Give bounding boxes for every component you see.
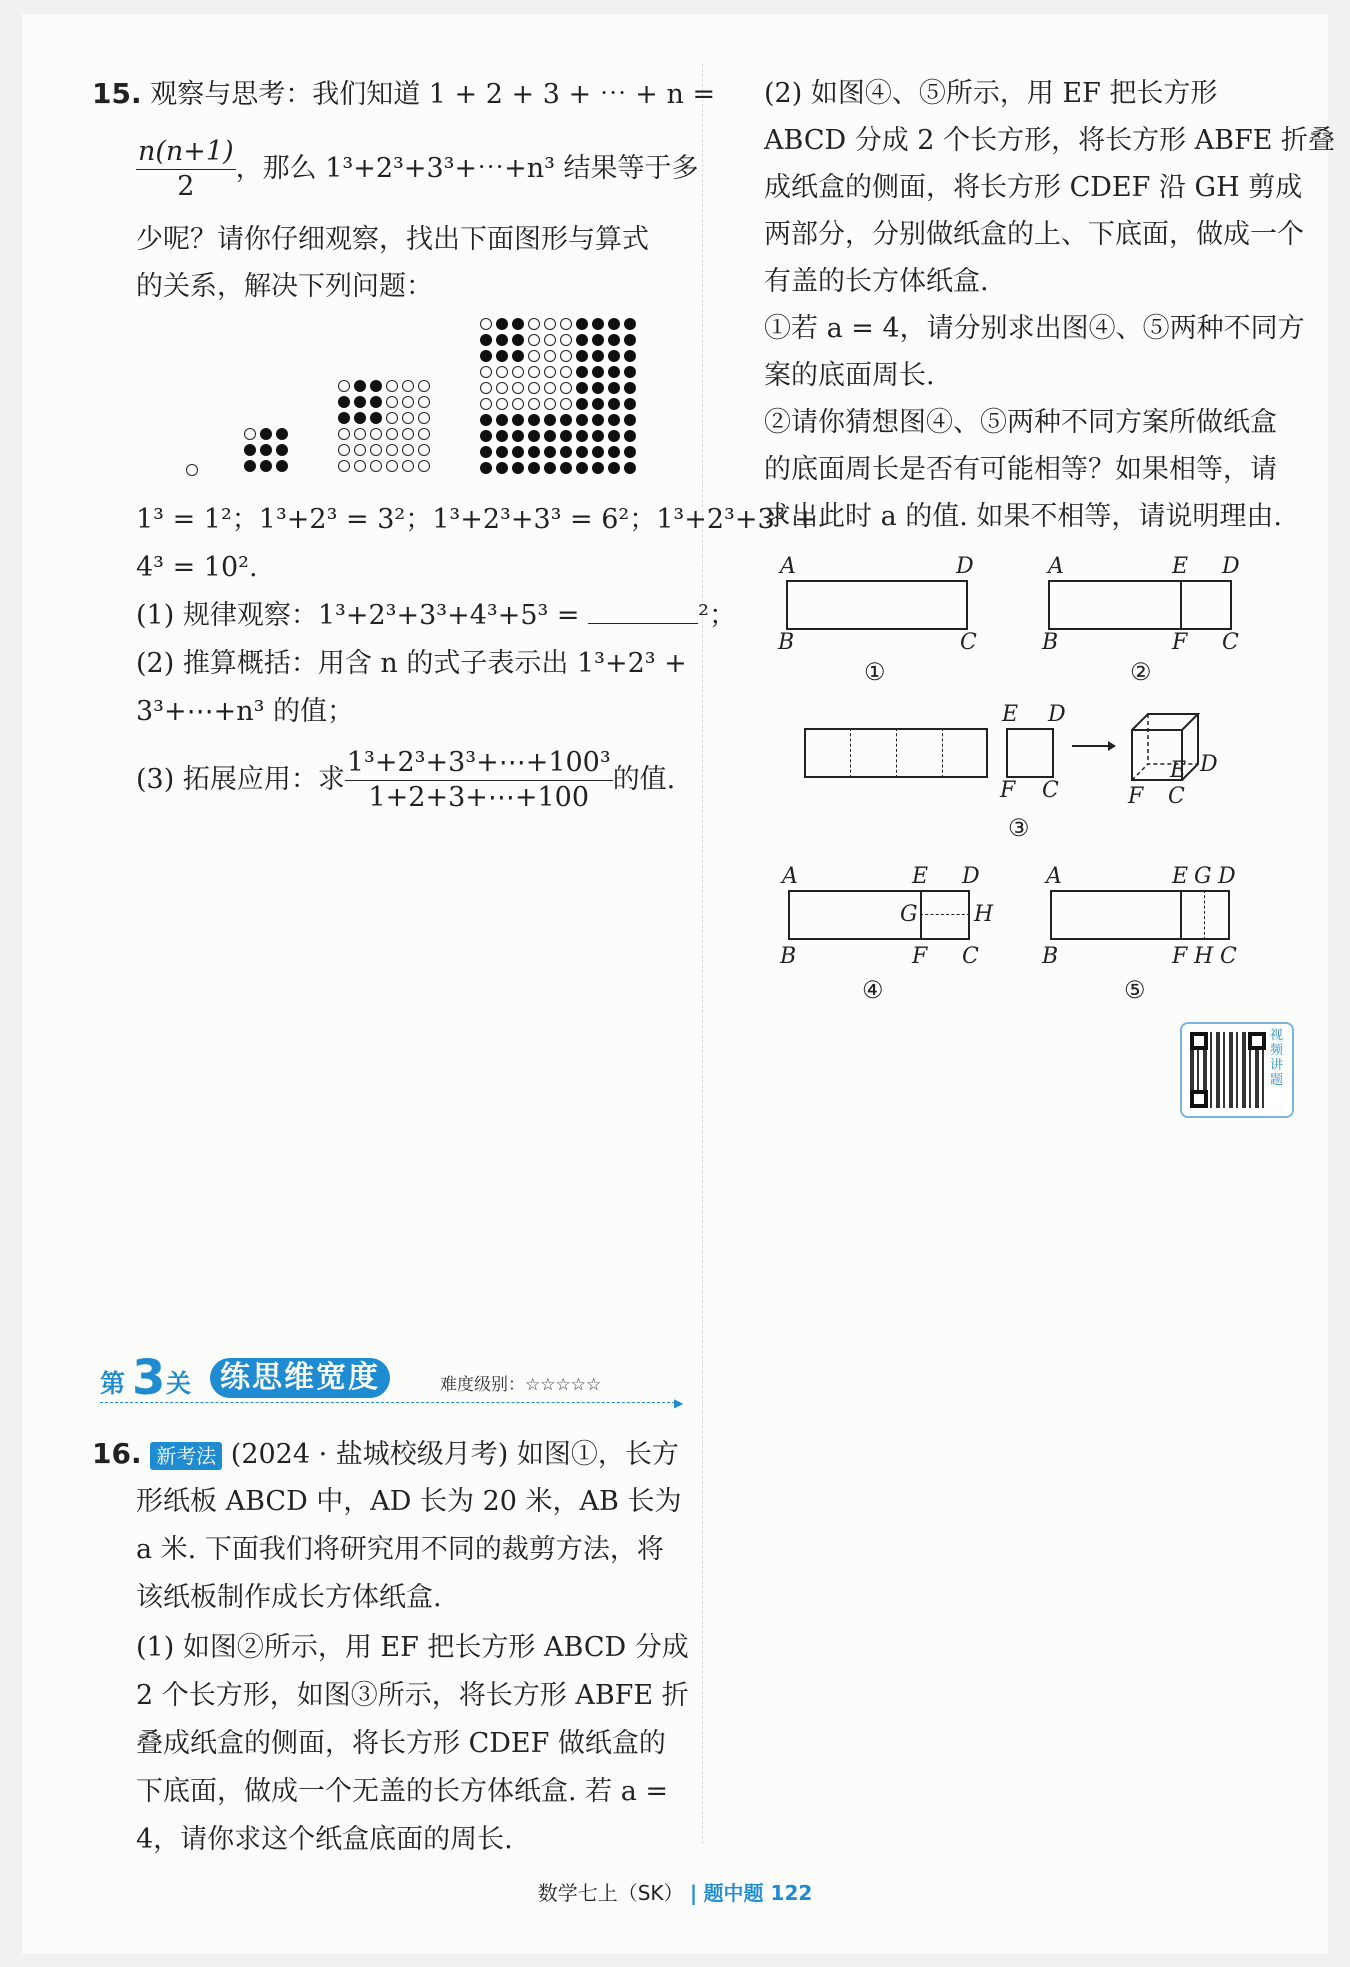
dot — [386, 396, 398, 408]
q15-text-4: 的关系，解决下列问题： — [136, 271, 433, 302]
dot — [386, 460, 398, 472]
dot — [338, 444, 350, 456]
dot — [528, 318, 540, 330]
dot — [576, 430, 588, 442]
q16-line-5: (1) 如图②所示，用 EF 把长方形 ABCD 分成 — [136, 1632, 689, 1663]
dot — [338, 460, 350, 472]
q15-number: 15. — [92, 77, 142, 110]
dot — [592, 446, 604, 458]
dot — [402, 396, 414, 408]
q15-text-2: ，那么 1³+2³+3³+⋯+n³ 结果等于多 — [235, 153, 699, 184]
dot — [528, 366, 540, 378]
q16-line-3: a 米. 下面我们将研究用不同的裁剪方法，将 — [136, 1534, 664, 1565]
dot — [560, 398, 572, 410]
dot — [608, 350, 620, 362]
dot — [624, 382, 636, 394]
page: 15. 观察与思考：我们知道 1 + 2 + 3 + ⋯ + n = $\frac{n(n+1)}{2}$ ，那么 1³+2³+3³+⋯+n³ 结果等于多 少呢？请你仔细观察，找出下面图形与算式 的关系，解决下列问题： 1³ = 1²；1³+2³ = 3²；1³+2³+3³ = 6²；1³+2³+3³ + 4³ = 10². (1) 规律观察：1³+2³+3³+4³+5³ = ²； (2) 推算概括：用含 n 的式子表示出 1³+2³ + 3³+⋯+n³ 的值； (3) 拓展应用：求 $\frac{\text{1³+2³+3³+⋯+100³}}{1+2+3+\cdots+100}$ 的值. (2) 如图④、⑤所示，用 EF 把长方形 ABCD 分成 2 个长方形，将长方形 ABFE 折叠 成纸盒的侧面，将长方形 CDEF 沿 GH 剪成 两部分，分别做纸盒的上、下底面，做成一个 有盖的长方体纸盒. ①若 a = 4，请分别求出图④、⑤两种不同方 案的底面周长. ②请你猜想图④、⑤两种不同方案所做纸盒 的底面周长是否有可能相等？如果相等，请 求出此时 a 的值. 如果不相等，请说明理由. A D B C ① A E D B F C ② E D F C E D F C ③ A E D G H B F C ④ A E G D B F H C ⑤ 视频讲题 第 3 关 练思维宽度 难度级别：☆☆☆☆☆ ▶ 16. 新考法 (2024 · 盐城校级月考) 如图①，长方 形纸板 ABCD 中，AD 长为 20 米，AB 长为 a 米. 下面我们将研究用不同的裁剪方法，将 该纸板制作成长方体纸盒. (1) 如图②所示，用 EF 把长方形 ABCD 分成 2 个长方形，如图③所示，将长方形 ABFE 折 叠成纸盒的侧面，将长方形 CDEF 做纸盒的 下底面，做成一个无盖的长方体纸盒. 若 a = 4，请你求这个纸盒底面的周长. 数学七上（SK） | 题中题 122 — [22, 14, 1328, 1954]
section-title: 练思维宽度 — [210, 1358, 390, 1398]
dot — [560, 334, 572, 346]
dot — [608, 462, 620, 474]
dot — [608, 414, 620, 426]
figure-2-ef-line — [1180, 580, 1182, 630]
dot — [560, 350, 572, 362]
dot — [480, 430, 492, 442]
dot — [544, 366, 556, 378]
dot — [512, 318, 524, 330]
dot — [186, 464, 198, 476]
dot — [528, 350, 540, 362]
q15-line-2 — [136, 134, 699, 204]
dot-figure-4 — [480, 318, 636, 474]
dot — [276, 428, 288, 440]
qr-code[interactable] — [1180, 1022, 1294, 1118]
dot — [544, 350, 556, 362]
dot — [496, 446, 508, 458]
dot — [624, 366, 636, 378]
dot-figure-1 — [186, 464, 198, 476]
dot — [354, 428, 366, 440]
q16-line-1: 16. 新考法 (2024 · 盐城校级月考) 如图①，长方 — [92, 1437, 679, 1470]
dot — [260, 428, 272, 440]
dot — [560, 430, 572, 442]
dot — [512, 334, 524, 346]
dot — [496, 462, 508, 474]
dot — [386, 412, 398, 424]
dot — [512, 382, 524, 394]
qr-label: 视频讲题 — [1270, 1028, 1284, 1088]
dot — [354, 460, 366, 472]
dot — [276, 444, 288, 456]
dot — [354, 396, 366, 408]
dot — [624, 334, 636, 346]
dot — [402, 412, 414, 424]
dot — [576, 350, 588, 362]
dot — [608, 334, 620, 346]
dot — [512, 398, 524, 410]
dot-figure-3 — [338, 380, 430, 472]
q16r-line-2: ABCD 分成 2 个长方形，将长方形 ABFE 折叠 — [764, 125, 1336, 156]
dot — [402, 460, 414, 472]
difficulty-rating: 难度级别：☆☆☆☆☆ — [440, 1375, 602, 1395]
dot — [624, 462, 636, 474]
dot — [512, 430, 524, 442]
dot — [480, 446, 492, 458]
dot — [370, 396, 382, 408]
dot — [418, 396, 430, 408]
dot — [338, 412, 350, 424]
dot — [544, 414, 556, 426]
dot — [592, 430, 604, 442]
q15-part-2a: (2) 推算概括：用含 n 的式子表示出 1³+2³ + — [136, 648, 687, 679]
dot — [480, 382, 492, 394]
q15-part-3: (3) 拓展应用：求 $\frac{\text{1³+2³+3³+⋯+100³}}{1+2+3+\cdots+100}$ 的值. — [136, 747, 676, 813]
dot — [608, 366, 620, 378]
figure-5-gh-line — [1204, 890, 1205, 940]
dot — [418, 460, 430, 472]
q16r-line-10: 求出此时 a 的值. 如果不相等，请说明理由. — [764, 501, 1283, 532]
figure-4-gh-line — [920, 914, 970, 915]
dot — [576, 446, 588, 458]
dot — [338, 380, 350, 392]
q16r-line-6: ①若 a = 4，请分别求出图④、⑤两种不同方 — [764, 313, 1305, 344]
dot — [386, 428, 398, 440]
q16r-line-5: 有盖的长方体纸盒. — [764, 266, 989, 297]
page-number: 题中题 122 — [703, 1881, 813, 1905]
figure-4-rect — [788, 890, 970, 940]
dot — [260, 460, 272, 472]
dot — [354, 412, 366, 424]
dot — [624, 350, 636, 362]
dot — [480, 414, 492, 426]
dot — [402, 444, 414, 456]
dot — [528, 446, 540, 458]
dot — [528, 462, 540, 474]
dot — [480, 334, 492, 346]
dot — [496, 334, 508, 346]
dot — [338, 428, 350, 440]
q15-eq-2: 4³ = 10². — [136, 552, 258, 583]
dot — [528, 414, 540, 426]
q16r-line-9: 的底面周长是否有可能相等？如果相等，请 — [764, 454, 1277, 485]
dot — [370, 444, 382, 456]
dot — [244, 444, 256, 456]
dot — [418, 444, 430, 456]
q16-line-7: 叠成纸盒的侧面，将长方形 CDEF 做纸盒的 — [136, 1728, 666, 1759]
figure-1-rect — [786, 580, 968, 630]
dot — [496, 398, 508, 410]
dot — [370, 460, 382, 472]
dot — [496, 318, 508, 330]
dot — [608, 382, 620, 394]
answer-blank[interactable] — [588, 599, 698, 624]
dot — [624, 414, 636, 426]
dot — [592, 382, 604, 394]
dot — [244, 460, 256, 472]
dot — [544, 318, 556, 330]
q15-part-1: (1) 规律观察：1³+2³+3³+4³+5³ = ²； — [136, 600, 736, 631]
dot — [480, 398, 492, 410]
page-footer: 数学七上（SK） | 题中题 122 — [537, 1881, 813, 1905]
dot — [512, 414, 524, 426]
dot — [370, 380, 382, 392]
dot — [370, 412, 382, 424]
q16r-line-7: 案的底面周长. — [764, 360, 935, 391]
dot — [608, 398, 620, 410]
dot — [624, 318, 636, 330]
dot — [560, 382, 572, 394]
dot — [544, 462, 556, 474]
dot — [512, 446, 524, 458]
dot — [544, 334, 556, 346]
figure-2-rect — [1048, 580, 1232, 630]
dot — [576, 366, 588, 378]
dot — [354, 444, 366, 456]
dot — [418, 412, 430, 424]
dot — [402, 380, 414, 392]
q16-line-9: 4，请你求这个纸盒底面的周长. — [136, 1824, 513, 1855]
q15-eq-1: 1³ = 1²；1³+2³ = 3²；1³+2³+3³ = 6²；1³+2³+3³ + — [136, 504, 817, 535]
dot — [418, 428, 430, 440]
dot — [402, 428, 414, 440]
q16r-line-1: (2) 如图④、⑤所示，用 EF 把长方形 — [764, 78, 1218, 109]
dot — [560, 414, 572, 426]
dot — [544, 398, 556, 410]
dot — [480, 318, 492, 330]
dot — [544, 430, 556, 442]
dot — [560, 462, 572, 474]
q16-line-6: 2 个长方形，如图③所示，将长方形 ABFE 折 — [136, 1680, 689, 1711]
dot — [576, 398, 588, 410]
q15-text-1: 观察与思考：我们知道 1 + 2 + 3 + ⋯ + n = — [150, 79, 716, 110]
q16-line-8: 下底面，做成一个无盖的长方体纸盒. 若 a = — [136, 1776, 669, 1807]
dot — [354, 380, 366, 392]
dot — [560, 366, 572, 378]
dot-figure-2 — [244, 428, 288, 472]
dot — [370, 428, 382, 440]
dot — [544, 382, 556, 394]
dot — [528, 334, 540, 346]
q16r-line-8: ②请你猜想图④、⑤两种不同方案所做纸盒 — [764, 407, 1277, 438]
figure-5-rect — [1050, 890, 1230, 940]
dot — [244, 428, 256, 440]
dot — [528, 398, 540, 410]
dot — [386, 444, 398, 456]
dot — [512, 366, 524, 378]
dot — [592, 350, 604, 362]
dot — [386, 380, 398, 392]
dot — [496, 430, 508, 442]
dot — [592, 334, 604, 346]
dot — [592, 366, 604, 378]
q16r-line-4: 两部分，分别做纸盒的上、下底面，做成一个 — [764, 219, 1304, 250]
dot — [496, 382, 508, 394]
dot — [624, 398, 636, 410]
dot — [276, 460, 288, 472]
new-exam-tag: 新考法 — [150, 1442, 222, 1470]
dot — [576, 414, 588, 426]
figure-3-base-rect — [1006, 728, 1054, 778]
dot — [608, 430, 620, 442]
dot — [592, 398, 604, 410]
q16-line-2: 形纸板 ABCD 中，AD 长为 20 米，AB 长为 — [136, 1486, 682, 1517]
section-header: 第 3 关 练思维宽度 难度级别：☆☆☆☆☆ ▶ — [100, 1350, 684, 1410]
dot — [592, 318, 604, 330]
dot — [480, 350, 492, 362]
dot — [496, 414, 508, 426]
dot — [624, 446, 636, 458]
dot — [528, 382, 540, 394]
q15-text-3: 少呢？请你仔细观察，找出下面图形与算式 — [136, 224, 649, 255]
q16r-line-3: 成纸盒的侧面，将长方形 CDEF 沿 GH 剪成 — [764, 172, 1303, 203]
dot — [624, 430, 636, 442]
dot — [480, 462, 492, 474]
q15-part-3-fraction: $\frac{\text{1³+2³+3³+⋯+100³}}{1+2+3+\cdots+100}$ — [346, 747, 611, 813]
dot — [544, 446, 556, 458]
dot — [512, 350, 524, 362]
dot — [608, 318, 620, 330]
dot — [560, 446, 572, 458]
dot — [496, 350, 508, 362]
dot — [560, 318, 572, 330]
dot — [576, 334, 588, 346]
q15-part-2b: 3³+⋯+n³ 的值； — [136, 696, 355, 727]
arrow-icon — [1068, 736, 1118, 756]
dot — [418, 380, 430, 392]
dot — [576, 382, 588, 394]
q16-line-4: 该纸板制作成长方体纸盒. — [136, 1582, 442, 1613]
dot — [480, 366, 492, 378]
dot — [576, 462, 588, 474]
dot — [576, 318, 588, 330]
dot — [592, 462, 604, 474]
q15-line-1 — [92, 74, 715, 115]
dot — [528, 430, 540, 442]
dot — [592, 414, 604, 426]
column-divider — [702, 64, 703, 1844]
dot — [260, 444, 272, 456]
dot — [496, 366, 508, 378]
dot — [512, 462, 524, 474]
q15-fraction: $\frac{n(n+1)}{2}$ — [138, 136, 234, 202]
dot — [608, 446, 620, 458]
dot — [338, 396, 350, 408]
